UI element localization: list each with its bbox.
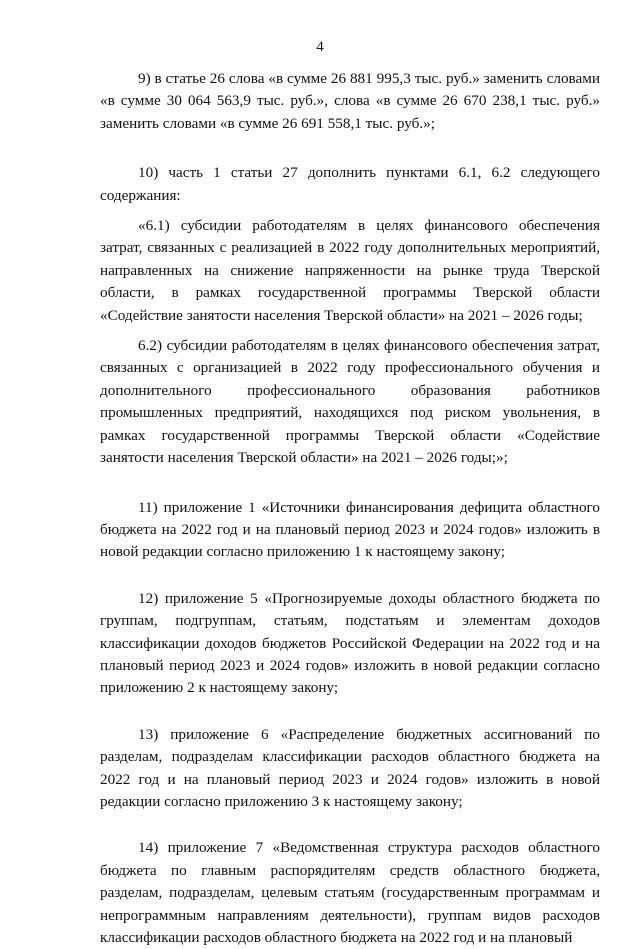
paragraph-gap [100, 470, 600, 497]
paragraph-gap [100, 813, 600, 837]
paragraph-gap [100, 564, 600, 588]
paragraph-item-14: 14) приложение 7 «Ведомственная структура расходов областного бюджета по главным распорядителям средств областного бюджета, разделам, подразделам, целевым статьям (государственным программам и непрограммным направлениям деятельности), группам видов расходов классификации расходов областного бюджета на 2022 год и на плановый [100, 839, 600, 946]
paragraph-gap [100, 135, 600, 162]
paragraph-item-11: 11) приложение 1 «Источники финансирования дефицита областного бюджета на 2022 год и на плановый период 2023 и 2024 годов» изложить в новой редакции согласно приложению 1 к настоящему закону; [100, 498, 600, 561]
paragraph-gap [100, 207, 600, 215]
paragraph-item-13: 13) приложение 6 «Распределение бюджетных ассигнований по разделам, подразделам классификации расходов областного бюджета на 2022 год и на плановый период 2023 и 2024 годов» изложить в новой редакции согласно приложению 3 к настоящему закону; [100, 725, 600, 810]
paragraph-item-10: 10) часть 1 статьи 27 дополнить пунктами 6.1, 6.2 следующего содержания: [100, 164, 600, 204]
document-body [100, 68, 600, 949]
paragraph-gap [100, 327, 600, 335]
paragraph-subitem-6-2: 6.2) субсидии работодателям в целях финансового обеспечения затрат, связанных с организацией в 2022 году профессионального обучения и дополнительного профессионального образования работников промышленных предприятий, находящихся под риском увольнения, в рамках государственной программы Тверской области «Содействие занятости населения Тверской области» на 2021 – 2026 годы;»; [100, 337, 600, 467]
page-number: 4 [316, 39, 324, 55]
paragraph-item-12: 12) приложение 5 «Прогнозируемые доходы областного бюджета по группам, подгруппам, статьям, подстатьям и элементам доходов классификации доходов бюджетов Российской Федерации на 2022 год и на плановый период 2023 и 2024 годов» изложить в новой редакции согласно приложению 2 к настоящему закону; [100, 589, 600, 697]
paragraph-subitem-6-1: «6.1) субсидии работодателям в целях финансового обеспечения затрат, связанных с реализацией в 2022 году дополнительных мероприятий, направленных на снижение напряженности на рынке труда Тверской области, в рамках государственной программы Тверской области «Содействие занятости населения Тверской области» на 2021 – 2026 годы; [100, 217, 600, 324]
paragraph-item-9: 9) в статье 26 слова «в сумме 26 881 995,3 тыс. руб.» заменить словами «в сумме 30 064 563,9 тыс. руб.», слова «в сумме 26 670 238,1 тыс. руб.» заменить словами «в сумме 26 691 558,1 тыс. руб.»; [100, 70, 600, 132]
paragraph-gap [100, 700, 600, 724]
